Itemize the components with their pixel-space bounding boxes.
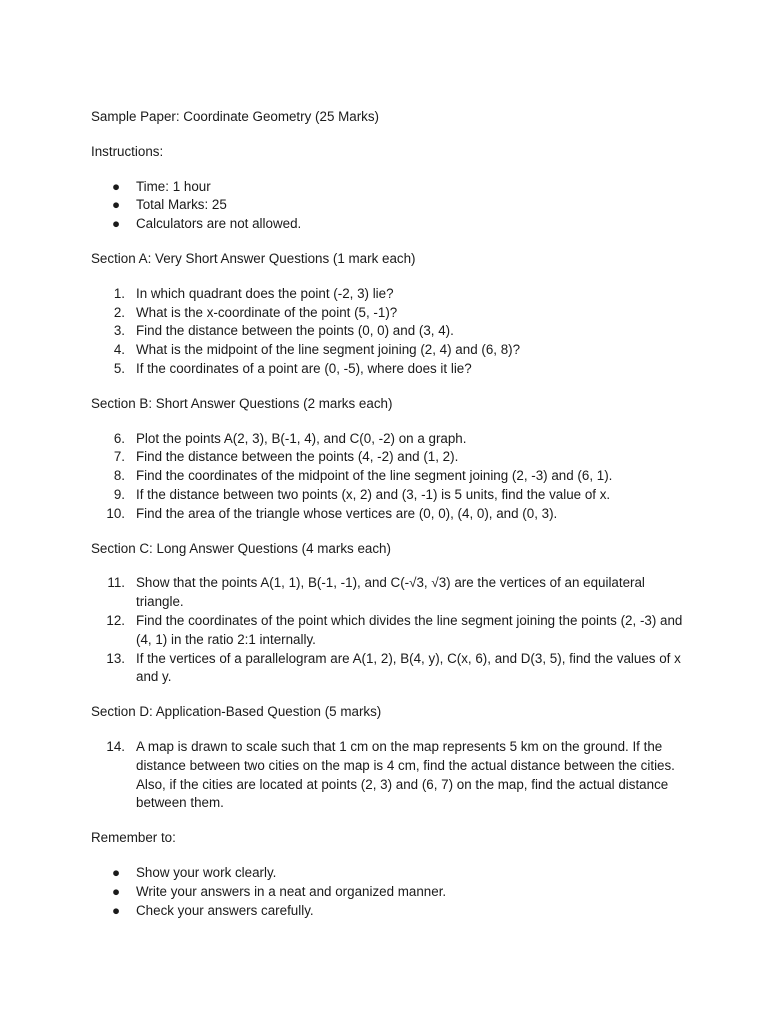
- section-c-heading: Section C: Long Answer Questions (4 marks each): [91, 540, 391, 556]
- question-item: 7. Find the distance between the points (4, -2) and (1, 2).: [113, 449, 459, 465]
- question-item: 1. In which quadrant does the point (-2, 3) lie?: [113, 285, 394, 301]
- question-item: 12. Find the coordinates of the point which divides the line segment joining the points (2, -3) and (4, 1) in the ratio 2:1 internally.: [106, 612, 683, 647]
- question-item: 13. If the vertices of a parallelogram are A(1, 2), B(4, y), C(x, 6), and D(3, 5), find the values of x and y.: [106, 650, 681, 685]
- section-c-questions: [91, 574, 691, 687]
- bullet-icon: ●: [112, 902, 121, 918]
- bullet-icon: ●: [112, 864, 121, 880]
- section-b-heading: Section B: Short Answer Questions (2 marks each): [91, 395, 393, 411]
- document-title: Sample Paper: Coordinate Geometry (25 Marks): [91, 109, 380, 124]
- remember-list: [91, 864, 691, 920]
- list-item: ● Show your work clearly.: [91, 864, 691, 883]
- bullet-icon: ●: [112, 178, 121, 194]
- question-item: 5. If the coordinates of a point are (0, -5), where does it lie?: [113, 360, 472, 376]
- question-item: 14. A map is drawn to scale such that 1 cm on the map represents 5 km on the ground. If the distance between two cities on the map is 4 cm, find the actual distance between the cities. Also, if the cities are located at points (2, 3) and (6, 7) on the map, find the actual distance between them.: [106, 738, 675, 811]
- bullet-icon: ●: [112, 197, 121, 213]
- question-item: 4. What is the midpoint of the line segment joining (2, 4) and (6, 8)?: [113, 342, 521, 358]
- question-item: 10. Find the area of the triangle whose vertices are (0, 0), (4, 0), and (0, 3).: [106, 505, 558, 521]
- section-a-questions: [91, 285, 691, 379]
- remember-heading: Remember to:: [91, 830, 176, 846]
- question-item: 11. Show that the points A(1, 1), B(-1, -1), and C(-√3, √3) are the vertices of an equilateral triangle.: [107, 575, 645, 610]
- bullet-icon: ●: [112, 216, 121, 232]
- section-d-questions: [91, 738, 691, 813]
- section-a-heading: Section A: Very Short Answer Questions (1 mark each): [91, 250, 416, 266]
- section-d-heading: Section D: Application-Based Question (5 marks): [91, 704, 382, 720]
- instructions-heading: Instructions:: [91, 143, 164, 159]
- list-item: ● Total Marks: 25: [91, 196, 691, 215]
- list-item: ● Calculators are not allowed.: [91, 215, 691, 234]
- list-item: ● Time: 1 hour: [91, 178, 691, 197]
- question-item: 9. If the distance between two points (x, 2) and (3, -1) is 5 units, find the value of x.: [113, 486, 611, 502]
- question-item: 6. Plot the points A(2, 3), B(-1, 4), and C(0, -2) on a graph.: [113, 430, 467, 446]
- question-item: 2. What is the x-coordinate of the point (5, -1)?: [113, 304, 398, 320]
- list-item: ● Write your answers in a neat and organized manner.: [91, 883, 691, 902]
- document-page: [91, 108, 691, 920]
- section-b-questions: [91, 430, 691, 524]
- bullet-icon: ●: [112, 883, 121, 899]
- question-item: 3. Find the distance between the points (0, 0) and (3, 4).: [113, 323, 454, 339]
- instructions-list: [91, 178, 691, 234]
- list-item: ● Check your answers carefully.: [91, 902, 691, 921]
- question-item: 8. Find the coordinates of the midpoint of the line segment joining (2, -3) and (6, 1).: [113, 468, 613, 484]
